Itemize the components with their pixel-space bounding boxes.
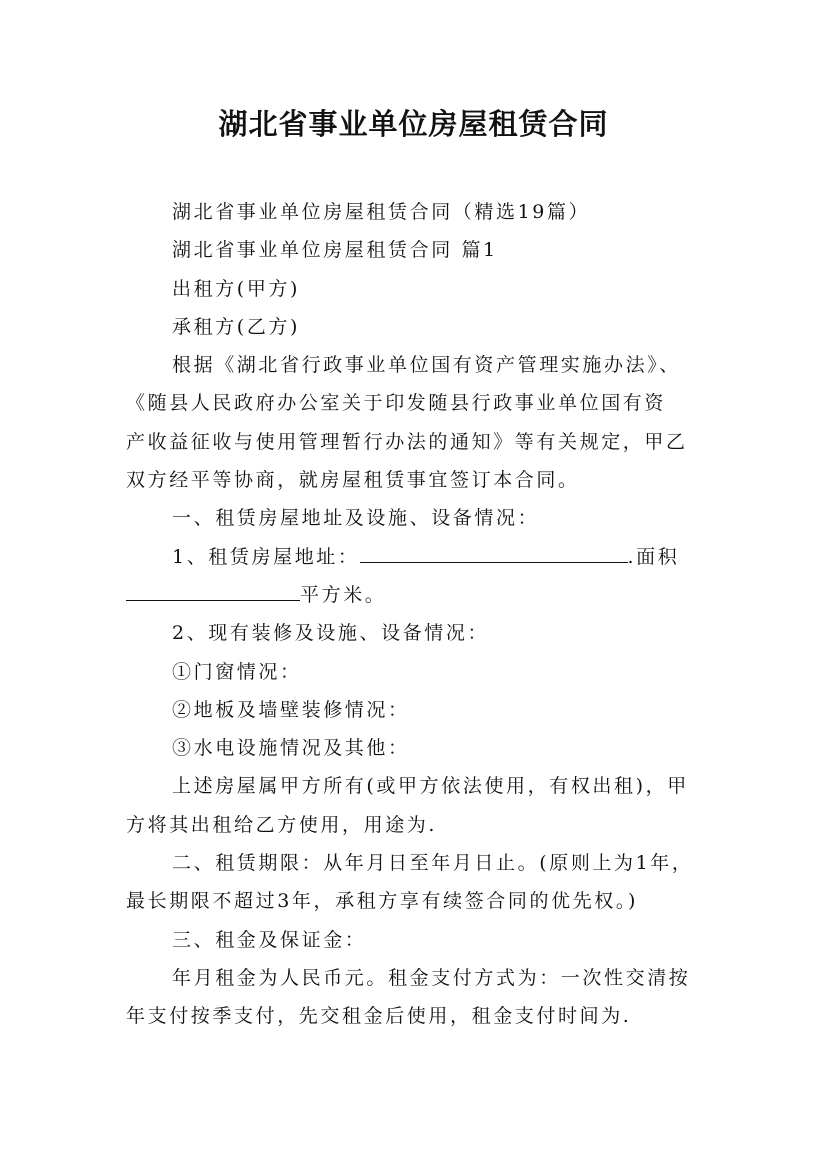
paragraph-line: 一、租赁房屋地址及设施、设备情况： bbox=[172, 507, 540, 530]
paragraph-line: 方将其出租给乙方使用，用途为. bbox=[126, 813, 438, 836]
paragraph-line: 湖北省事业单位房屋租赁合同（精选19篇） bbox=[172, 201, 591, 223]
paragraph-line: 出租方(甲方) bbox=[172, 277, 301, 300]
paragraph-line: 年支付按季支付，先交租金后使用，租金支付时间为. bbox=[126, 1005, 632, 1028]
paragraph-line: ①门窗情况： bbox=[172, 660, 302, 683]
paragraph-line: 承租方(乙方) bbox=[172, 315, 301, 338]
document-body bbox=[126, 193, 708, 1036]
paragraph-line: 双方经平等协商，就房屋租赁事宜签订本合同。 bbox=[126, 469, 580, 492]
paragraph-line: 产收益征收与使用管理暂行办法的通知》等有关规定，甲乙 bbox=[126, 430, 688, 453]
paragraph-line: 年月租金为人民币元。租金支付方式为：一次性交清按 bbox=[172, 966, 691, 989]
address-blank bbox=[360, 538, 628, 563]
paragraph-line: 上述房屋属甲方所有(或甲方依法使用，有权出租)，甲 bbox=[172, 775, 689, 798]
paragraph-line: 最长期限不超过3年，承租方享有续签合同的优先权。) bbox=[126, 890, 639, 913]
address-label: 1、租赁房屋地址： bbox=[172, 545, 360, 568]
area-blank bbox=[126, 576, 300, 601]
paragraph-line: 2、现有装修及设施、设备情况： bbox=[172, 622, 490, 645]
paragraph-line: 二、租赁期限：从年月日至年月日止。(原则上为1年， bbox=[172, 852, 694, 875]
address-line bbox=[126, 538, 708, 576]
paragraph-line: 根据《湖北省行政事业单位国有资产管理实施办法》、 bbox=[172, 354, 681, 377]
area-unit: 平方米。 bbox=[300, 583, 387, 606]
area-line bbox=[126, 576, 708, 614]
paragraph-line: 《随县人民政府办公室关于印发随县行政事业单位国有资 bbox=[126, 392, 667, 415]
paragraph-line: ②地板及墙壁装修情况： bbox=[172, 698, 410, 721]
area-label: .面积 bbox=[627, 545, 680, 568]
paragraph-line: 湖北省事业单位房屋租赁合同 篇1 bbox=[172, 239, 498, 262]
paragraph-line: 三、租金及保证金： bbox=[172, 928, 367, 951]
paragraph-line: ③水电设施情况及其他： bbox=[172, 737, 410, 760]
document-title: 湖北省事业单位房屋租赁合同 bbox=[218, 107, 609, 141]
